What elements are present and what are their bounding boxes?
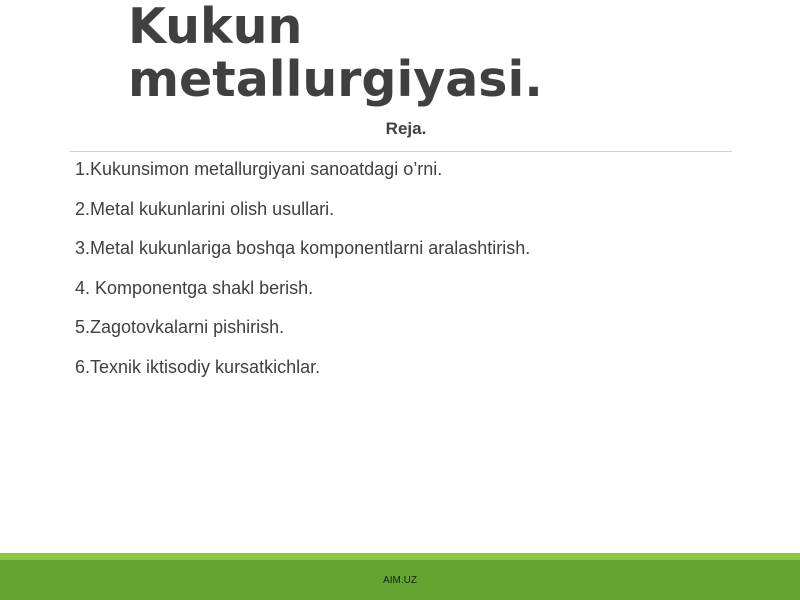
title-line-1: Kukun	[128, 0, 303, 55]
slide-title	[128, 0, 543, 106]
plan-heading: Reja.	[385, 119, 427, 138]
plan-item-1: 1.Kukunsimon metallurgiyani sanoatdagi o’rni.	[75, 159, 443, 179]
plan-item-5: 5.Zagotovkalarni pishirish.	[75, 317, 285, 337]
footer-text: AIM.UZ	[383, 575, 417, 586]
plan-item-4: 4. Komponentga shakl berish.	[75, 277, 314, 298]
plan-item-6: 6.Texnik iktisodiy kursatkichlar.	[75, 356, 321, 377]
plan-list	[75, 156, 530, 393]
title-line-2: metallurgiyasi.	[128, 51, 543, 108]
footer-accent-bar	[0, 553, 800, 560]
plan-item-2: 2.Metal kukunlarini olish usullari.	[75, 198, 335, 219]
divider-line	[70, 151, 732, 152]
plan-item-3: 3.Metal kukunlariga boshqa komponentlarni aralashtirish.	[75, 238, 531, 258]
